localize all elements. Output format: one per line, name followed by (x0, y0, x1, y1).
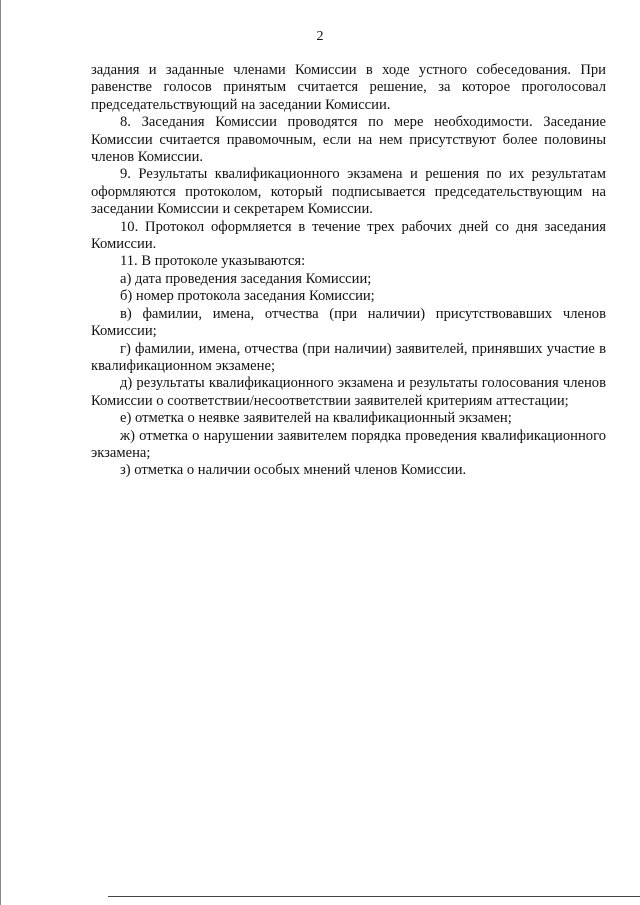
document-body (91, 62, 606, 480)
paragraph-item-11: 11. В протоколе указываются: (120, 253, 306, 270)
paragraph-continuation: задания и заданные членами Комиссии в ходе устного собеседования. При равенстве голосов принятым считается решение, за которое проголосовал председательствующий на заседании Комиссии. (91, 62, 606, 113)
list-item-v: в) фамилии, имена, отчества (при наличии) присутствовавших членов Комиссии; (91, 305, 606, 340)
page-number: 2 (316, 29, 324, 44)
list-item-z: з) отметка о наличии особых мнений членов Комиссии. (120, 462, 467, 479)
paragraph-item-8: 8. Заседания Комиссии проводятся по мере необходимости. Заседание Комиссии считается правомочным, если на нем присутствуют более половины членов Комиссии. (91, 114, 606, 166)
list-item-zh: ж) отметка о нарушении заявителем порядка проведения квалификационного экзамена; (91, 427, 606, 461)
paragraph-item-9: 9. Результаты квалификационного экзамена и решения по их результатам оформляются протоколом, который подписывается председательствующим на заседании Комиссии и секретарем Комиссии. (91, 166, 606, 218)
list-item-g: г) фамилии, имена, отчества (при наличии) заявителей, принявших участие в квалификационном экзамене; (91, 340, 606, 374)
list-item-b: б) номер протокола заседания Комиссии; (120, 288, 375, 305)
list-item-e: е) отметка о неявке заявителей на квалификационный экзамен; (120, 410, 512, 427)
scan-edge-line (0, 0, 1, 905)
scan-bottom-edge (108, 896, 640, 897)
paragraph-item-10: 10. Протокол оформляется в течение трех рабочих дней со дня заседания Комиссии. (91, 218, 606, 253)
list-item-d: д) результаты квалификационного экзамена и результаты голосования членов Комиссии о соответствии/несоответствии заявителей критериям аттестации; (91, 375, 606, 409)
list-item-a: а) дата проведения заседания Комиссии; (120, 270, 372, 287)
